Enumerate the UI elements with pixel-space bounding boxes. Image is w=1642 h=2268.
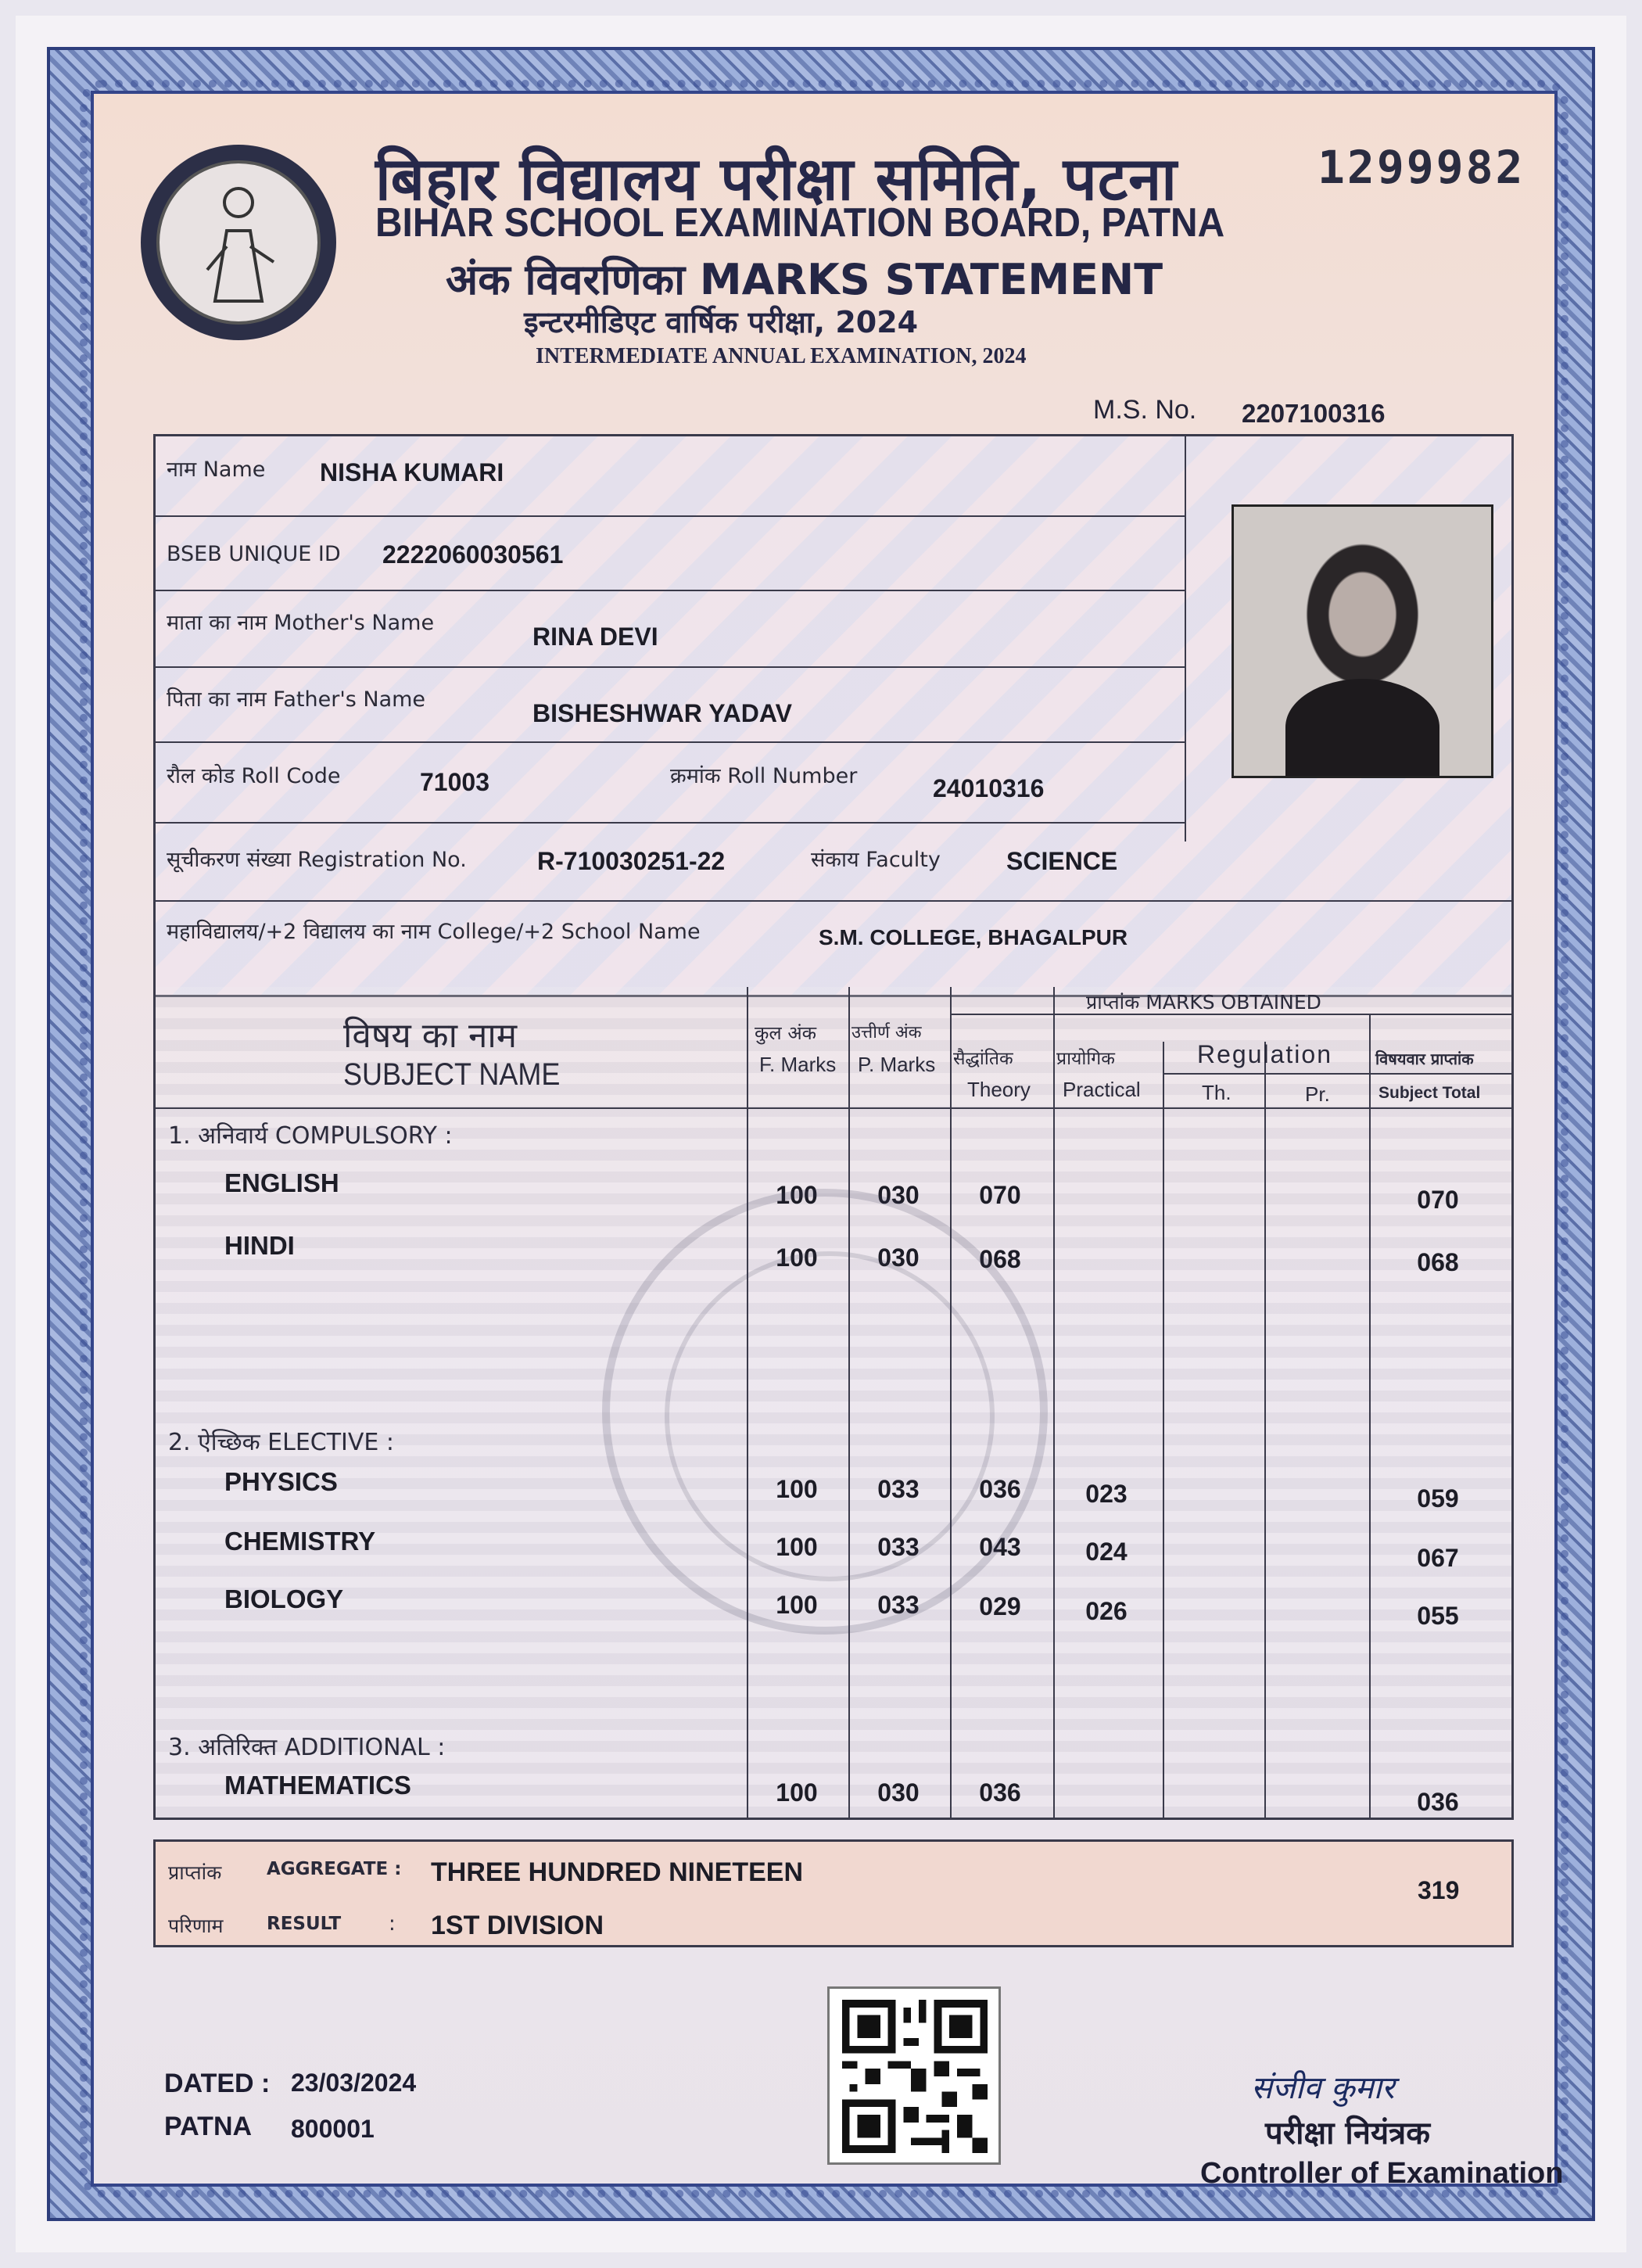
aggregate-total: 319: [1418, 1876, 1460, 1904]
uid-row: [156, 517, 1185, 591]
subject-total: 055: [1417, 1602, 1459, 1630]
controller-title-hindi: परीक्षा नियंत्रक: [1265, 2115, 1430, 2151]
father-row: [156, 668, 1185, 743]
controller-title: Controller of Examination: [1200, 2157, 1564, 2190]
theory-hindi: सैद्धांतिक: [953, 1049, 1013, 1069]
subject-total-hindi: विषयवार प्राप्तांक: [1375, 1050, 1474, 1068]
subject-name: CHEMISTRY: [224, 1527, 376, 1556]
subject-total: 067: [1417, 1544, 1459, 1572]
regulation-practical: Pr.: [1305, 1082, 1330, 1106]
subject-name: HINDI: [224, 1231, 295, 1260]
pass-marks-header: P. Marks: [858, 1053, 936, 1076]
subject-name-header: SUBJECT NAME: [343, 1057, 561, 1092]
pass-marks-hindi: उत्तीर्ण अंक: [851, 1023, 922, 1042]
full-marks: 100: [776, 1778, 818, 1807]
subject-name: MATHEMATICS: [224, 1771, 411, 1800]
qr-code-icon: [827, 1986, 1001, 2165]
full-marks: 100: [776, 1475, 818, 1503]
full-marks: 100: [776, 1591, 818, 1619]
result-value: 1ST DIVISION: [431, 1911, 604, 1940]
theory-marks: 070: [979, 1181, 1021, 1209]
full-marks-hindi: कुल अंक: [755, 1022, 817, 1044]
pass-marks: 033: [877, 1591, 920, 1619]
subject-total: 036: [1417, 1788, 1459, 1816]
practical-marks: 024: [1085, 1538, 1128, 1566]
college-value: S.M. COLLEGE, BHAGALPUR: [819, 925, 1128, 949]
college-row: [156, 902, 1511, 997]
registration-value: R-710030251-22: [537, 847, 726, 875]
theory-header: Theory: [967, 1078, 1031, 1101]
roll-code-label: रौल कोड Roll Code: [167, 764, 341, 788]
serial-number: 1299982: [1318, 141, 1525, 194]
result-label: RESULT: [267, 1914, 342, 1934]
compulsory-section: 1. अनिवार्य COMPULSORY :: [168, 1122, 453, 1150]
mother-name: RINA DEVI: [532, 623, 658, 651]
dated-label: DATED :: [164, 2069, 271, 2098]
theory-marks: 029: [979, 1592, 1021, 1620]
college-label: महाविद्यालय/+2 विद्यालय का नाम College/+2 School Name: [167, 920, 701, 944]
additional-section: 3. अतिरिक्त ADDITIONAL :: [168, 1734, 446, 1761]
student-name: NISHA KUMARI: [320, 458, 504, 486]
full-marks: 100: [776, 1533, 818, 1561]
theory-marks: 068: [979, 1245, 1021, 1273]
aggregate-band: [153, 1839, 1514, 1947]
result-label-hindi: परिणाम: [168, 1915, 224, 1937]
ms-no-label: M.S. No.: [1093, 395, 1197, 425]
faculty-value: SCIENCE: [1006, 847, 1118, 875]
theory-marks: 036: [979, 1475, 1021, 1503]
full-marks-header: F. Marks: [759, 1053, 837, 1076]
board-name-english: BIHAR SCHOOL EXAMINATION BOARD, PATNA: [375, 200, 1225, 246]
elective-section: 2. ऐच्छिक ELECTIVE :: [168, 1429, 395, 1456]
regulation-header: Regulation: [1197, 1040, 1332, 1068]
watermark-seal-icon: [602, 1189, 1048, 1635]
date-value: 23/03/2024: [291, 2069, 417, 2097]
ms-no-value: 2207100316: [1242, 399, 1386, 428]
pass-marks: 033: [877, 1533, 920, 1561]
practical-header: Practical: [1063, 1078, 1141, 1101]
marks-obtained-header: प्राप्तांक MARKS OBTAINED: [1086, 991, 1321, 1014]
board-name-hindi: बिहार विद्यालय परीक्षा समिति, पटना: [375, 144, 1178, 214]
father-label: पिता का नाम Father's Name: [167, 687, 426, 712]
result-separator: :: [389, 1912, 396, 1936]
uid-label: BSEB UNIQUE ID: [167, 542, 341, 566]
roll-number-label: क्रमांक Roll Number: [670, 764, 858, 788]
uid-value: 2222060030561: [382, 540, 564, 569]
name-row: [156, 436, 1185, 517]
place-label: PATNA: [164, 2112, 253, 2141]
aggregate-words: THREE HUNDRED NINETEEN: [431, 1857, 804, 1887]
subject-total: 070: [1417, 1186, 1459, 1214]
aggregate-label-hindi: प्राप्तांक: [168, 1861, 222, 1884]
theory-marks: 043: [979, 1533, 1021, 1561]
theory-marks: 036: [979, 1778, 1021, 1807]
full-marks: 100: [776, 1243, 818, 1272]
regulation-theory: Th.: [1202, 1081, 1232, 1104]
subject-name: ENGLISH: [224, 1168, 339, 1197]
exam-title-hindi: इन्टरमीडिएट वार्षिक परीक्षा, 2024: [524, 305, 919, 339]
pass-marks: 030: [877, 1778, 920, 1807]
student-photo: [1232, 504, 1493, 778]
saraswati-figure-icon: [184, 176, 293, 309]
pin-code: 800001: [291, 2115, 375, 2143]
subject-total: 068: [1417, 1248, 1459, 1276]
subject-name: PHYSICS: [224, 1467, 338, 1496]
roll-code-value: 71003: [420, 768, 489, 796]
subject-name-hindi: विषय का नाम: [343, 1016, 518, 1056]
faculty-label: संकाय Faculty: [811, 848, 941, 872]
exam-title-english: INTERMEDIATE ANNUAL EXAMINATION, 2024: [536, 344, 1027, 368]
full-marks: 100: [776, 1181, 818, 1209]
aggregate-label: AGGREGATE :: [267, 1859, 402, 1879]
subject-total-header: Subject Total: [1378, 1084, 1481, 1102]
practical-hindi: प्रायोगिक: [1056, 1049, 1115, 1069]
registration-label: सूचीकरण संख्या Registration No.: [167, 848, 467, 872]
pass-marks: 030: [877, 1181, 920, 1209]
subject-total: 059: [1417, 1484, 1459, 1513]
name-label: नाम Name: [167, 458, 266, 482]
subject-name: BIOLOGY: [224, 1584, 344, 1613]
mother-label: माता का नाम Mother's Name: [167, 611, 435, 635]
controller-signature: संजीव कुमार: [1251, 2070, 1395, 2106]
practical-marks: 023: [1085, 1480, 1128, 1508]
statement-title: अंक विवरणिका MARKS STATEMENT: [446, 255, 1163, 304]
mother-row: [156, 591, 1185, 668]
board-emblem-icon: [141, 145, 336, 340]
roll-row: [156, 743, 1185, 824]
roll-number-value: 24010316: [933, 774, 1045, 802]
pass-marks: 030: [877, 1243, 920, 1272]
pass-marks: 033: [877, 1475, 920, 1503]
father-name: BISHESHWAR YADAV: [532, 699, 792, 727]
practical-marks: 026: [1085, 1597, 1128, 1625]
